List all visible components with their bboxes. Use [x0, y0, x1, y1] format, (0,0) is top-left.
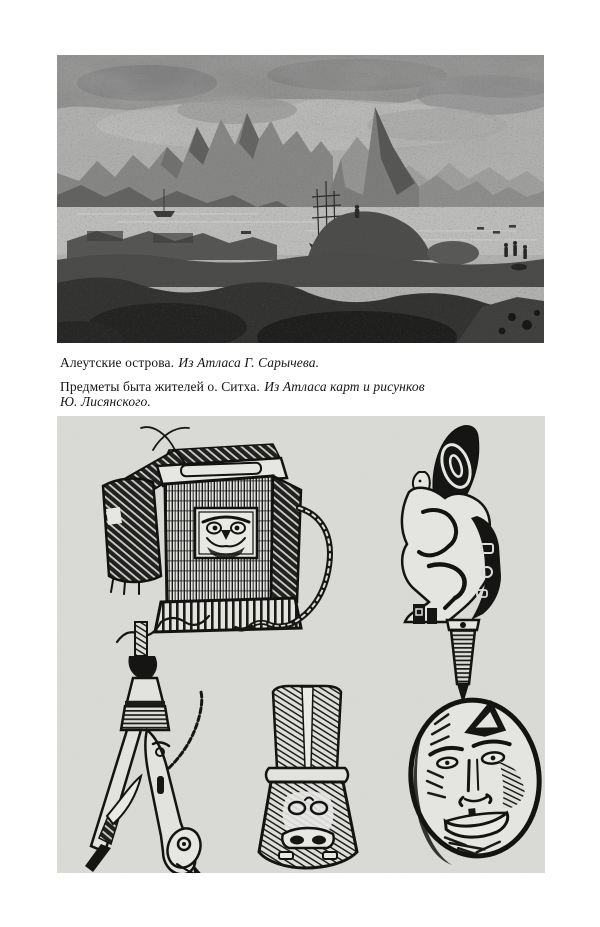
- caption2-italic-line1: Из Атласа карт и рисунков: [264, 379, 425, 394]
- figure-sitka-artifacts: [57, 416, 545, 873]
- figure-aleutian-islands: [57, 55, 544, 343]
- caption2-italic-line2: Ю. Лисянского.: [60, 393, 151, 409]
- caption2-regular: Предметы быта жителей о. Ситха.: [60, 379, 260, 394]
- caption1-regular: Алеутские острова.: [60, 355, 175, 370]
- caption1-italic: Из Атласа Г. Сарычева.: [178, 355, 320, 370]
- sitka-artifacts-plate: [57, 416, 545, 873]
- caption-aleutian-islands: [60, 356, 530, 371]
- caption-sitka-artifacts: [60, 380, 530, 410]
- aleutian-islands-engraving: [57, 55, 544, 343]
